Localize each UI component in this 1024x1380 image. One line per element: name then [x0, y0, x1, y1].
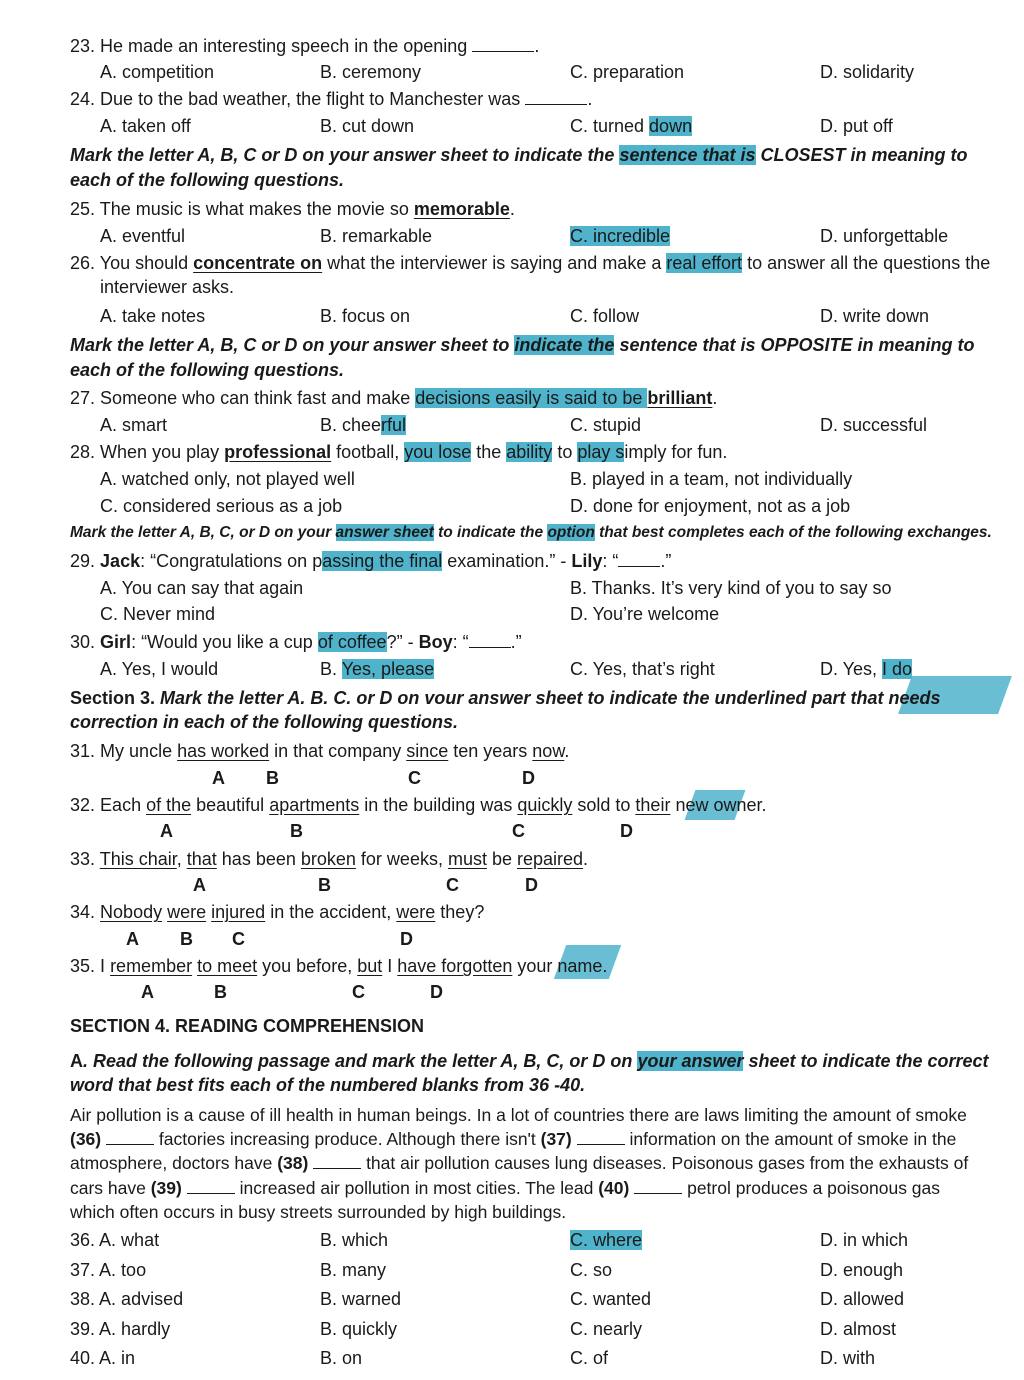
option-a[interactable]: A. Yes, I would	[100, 659, 219, 679]
label-d: D	[400, 929, 413, 949]
option-c[interactable]: C. Yes, that’s right	[570, 659, 715, 679]
instruction-closest: Mark the letter A, B, C or D on your answer sheet to indicate the sentence that is CLOSEST in meaning to	[70, 145, 968, 165]
question-23: 23. He made an interesting speech in the opening .	[70, 36, 540, 56]
label-a: A	[212, 768, 225, 788]
instruction-exchanges: Mark the letter A, B, C, or D on your answer sheet to indicate the option that best completes each of the following exchanges.	[70, 524, 992, 541]
label-b: B	[318, 875, 331, 895]
option-b[interactable]: B. focus on	[320, 306, 411, 326]
section-3-heading: Section 3. Mark the letter A. B. C. or D on vour answer sheet to indicate the underlined part that needs	[70, 688, 941, 708]
question-25: 25. The music is what makes the movie so memorable.	[70, 199, 515, 219]
option-b[interactable]: B. Thanks. It’s very kind of you to say so	[570, 578, 892, 598]
label-b: B	[214, 982, 227, 1002]
question-36: 36. A. what	[70, 1230, 160, 1250]
label-d: D	[430, 982, 443, 1002]
answer-blank[interactable]	[313, 1152, 361, 1169]
option-a[interactable]: A. in	[99, 1348, 136, 1368]
question-number: 23.	[70, 36, 96, 56]
label-c: C	[408, 768, 421, 788]
option-c[interactable]: C. nearly	[570, 1319, 643, 1339]
option-b[interactable]: B. which	[320, 1230, 389, 1250]
option-a[interactable]: A. advised	[99, 1289, 184, 1309]
question-stem: Due to the bad weather, the flight to Manchester was	[100, 89, 521, 109]
question-40: 40. A. in	[70, 1348, 136, 1368]
label-d: D	[522, 768, 535, 788]
option-b[interactable]: B. warned	[320, 1289, 402, 1309]
option-a[interactable]: A. competition	[100, 62, 215, 82]
question-27: 27. Someone who can think fast and make decisions easily is said to be brilliant.	[70, 388, 718, 408]
key-word: professional	[224, 442, 332, 462]
instruction-opposite-line2: each of the following questions.	[70, 360, 345, 380]
option-a[interactable]: A. You can say that again	[100, 578, 304, 598]
speaker: Jack	[100, 551, 141, 571]
option-d[interactable]: D. almost	[820, 1319, 897, 1339]
label-c: C	[446, 875, 459, 895]
speaker: Boy	[418, 632, 453, 652]
option-a[interactable]: A. take notes	[100, 306, 206, 326]
option-c[interactable]: C. incredible	[570, 226, 671, 246]
option-d[interactable]: D. in which	[820, 1230, 909, 1250]
question-32: 32. Each of the beautiful apartments in the building was quickly sold to their new owner.	[70, 795, 767, 815]
option-c[interactable]: C. considered serious as a job	[100, 496, 343, 516]
question-29: 29. Jack: “Congratulations on passing the final examination.” - Lily: “ .”	[70, 551, 672, 571]
option-c[interactable]: C. follow	[570, 306, 640, 326]
label-a: A	[141, 982, 154, 1002]
option-b[interactable]: B. Yes, please	[320, 659, 435, 679]
option-d[interactable]: D. done for enjoyment, not as a job	[570, 496, 851, 516]
answer-blank[interactable]	[472, 35, 534, 52]
label-c: C	[512, 821, 525, 841]
answer-blank[interactable]	[469, 631, 511, 648]
question-31: 31. My uncle has worked in that company since ten years now.	[70, 741, 570, 761]
instruction-closest-line2: each of the following questions.	[70, 170, 345, 190]
option-b[interactable]: B. remarkable	[320, 226, 433, 246]
option-d[interactable]: D. with	[820, 1348, 876, 1368]
option-d[interactable]: D. successful	[820, 415, 928, 435]
option-b[interactable]: B. cheerful	[320, 415, 407, 435]
question-34: 34. Nobody were injured in the accident, were they?	[70, 902, 485, 922]
option-c[interactable]: C. stupid	[570, 415, 642, 435]
option-d[interactable]: D. Yes, I do	[820, 659, 913, 679]
question-39: 39. A. hardly	[70, 1319, 171, 1339]
passage-line-5: which often occurs in busy streets surrounded by high buildings.	[70, 1202, 567, 1222]
answer-blank[interactable]	[577, 1128, 625, 1145]
option-d[interactable]: D. solidarity	[820, 62, 915, 82]
option-d[interactable]: D. put off	[820, 116, 893, 136]
option-b[interactable]: B. quickly	[320, 1319, 398, 1339]
option-a[interactable]: A. smart	[100, 415, 168, 435]
question-30: 30. Girl: “Would you like a cup of coffee?” - Boy: “ .”	[70, 632, 522, 652]
option-c[interactable]: C. of	[570, 1348, 609, 1368]
question-number: 24.	[70, 89, 96, 109]
passage-line-3: atmosphere, doctors have (38) that air pollution causes lung diseases. Poisonous gases from the exhausts of	[70, 1153, 969, 1173]
label-a: A	[160, 821, 173, 841]
instruction-opposite: Mark the letter A, B, C or D on your answer sheet to indicate the sentence that is OPPOSITE in meaning to	[70, 335, 975, 355]
question-38: 38. A. advised	[70, 1289, 184, 1309]
label-a: A	[126, 929, 139, 949]
key-word: memorable	[413, 199, 510, 219]
label-b: B	[266, 768, 279, 788]
option-a[interactable]: A. what	[99, 1230, 160, 1250]
option-a[interactable]: A. taken off	[100, 116, 191, 136]
question-28: 28. When you play professional football, you lose the ability to play simply for fun.	[70, 442, 728, 462]
section-4-title: SECTION 4. READING COMPREHENSION	[70, 1016, 425, 1036]
question-26-line2: interviewer asks.	[100, 277, 235, 297]
label-c: C	[352, 982, 365, 1002]
option-c[interactable]: C. preparation	[570, 62, 685, 82]
option-b[interactable]: B. many	[320, 1260, 387, 1280]
option-d[interactable]: D. write down	[820, 306, 930, 326]
section-4-instruction-line2: word that best fits each of the numbered blanks from 36 -40.	[70, 1075, 586, 1095]
passage-line-1: Air pollution is a cause of ill health in human beings. In a lot of countries there are laws limiting the amount of smoke	[70, 1105, 967, 1125]
option-c[interactable]: C. wanted	[570, 1289, 652, 1309]
label-b: B	[290, 821, 303, 841]
passage-line-2: (36) factories increasing produce. Although there isn't (37) information on the amount of smoke in the	[70, 1129, 957, 1149]
question-24: 24. Due to the bad weather, the flight to Manchester was .	[70, 89, 593, 109]
speaker: Girl	[100, 632, 132, 652]
answer-blank[interactable]	[187, 1177, 235, 1194]
label-d: D	[525, 875, 538, 895]
option-b[interactable]: B. ceremony	[320, 62, 422, 82]
option-d[interactable]: D. You’re welcome	[570, 604, 720, 624]
answer-blank[interactable]	[525, 88, 587, 105]
question-37: 37. A. too	[70, 1260, 147, 1280]
question-35: 35. I remember to meet you before, but I have forgotten your name.	[70, 956, 608, 976]
question-stem: He made an interesting speech in the opening	[100, 36, 468, 56]
key-word: brilliant	[647, 388, 713, 408]
label-d: D	[620, 821, 633, 841]
section-3-heading-line2: correction in each of the following questions.	[70, 712, 459, 732]
question-33: 33. This chair, that has been broken for weeks, must be repaired.	[70, 849, 589, 869]
option-a[interactable]: A. hardly	[99, 1319, 171, 1339]
option-c[interactable]: C. so	[570, 1260, 613, 1280]
option-d[interactable]: D. unforgettable	[820, 226, 949, 246]
label-b: B	[180, 929, 193, 949]
option-c[interactable]: C. turned down	[570, 116, 693, 136]
option-a[interactable]: A. eventful	[100, 226, 186, 246]
option-c[interactable]: C. Never mind	[100, 604, 216, 624]
label-c: C	[232, 929, 245, 949]
answer-blank[interactable]	[618, 550, 660, 567]
label-a: A	[193, 875, 206, 895]
option-b[interactable]: B. played in a team, not individually	[570, 469, 853, 489]
key-word: concentrate on	[193, 253, 323, 273]
section-4-instruction: A. Read the following passage and mark the letter A, B, C, or D on your answer sheet to indicate the correct	[70, 1051, 989, 1071]
answer-blank[interactable]	[634, 1177, 682, 1194]
option-a[interactable]: A. watched only, not played well	[100, 469, 355, 489]
option-d[interactable]: D. enough	[820, 1260, 904, 1280]
passage-line-4: cars have (39) increased air pollution in most cities. The lead (40) petrol produces a poisonous gas	[70, 1178, 941, 1198]
option-b[interactable]: B. cut down	[320, 116, 415, 136]
option-c[interactable]: C. where	[570, 1230, 643, 1250]
option-a[interactable]: A. too	[99, 1260, 147, 1280]
question-26: 26. You should concentrate on what the interviewer is saying and make a real effort to answer all the questions the	[70, 253, 991, 273]
option-d[interactable]: D. allowed	[820, 1289, 905, 1309]
answer-blank[interactable]	[106, 1128, 154, 1145]
speaker: Lily	[571, 551, 603, 571]
option-b[interactable]: B. on	[320, 1348, 363, 1368]
